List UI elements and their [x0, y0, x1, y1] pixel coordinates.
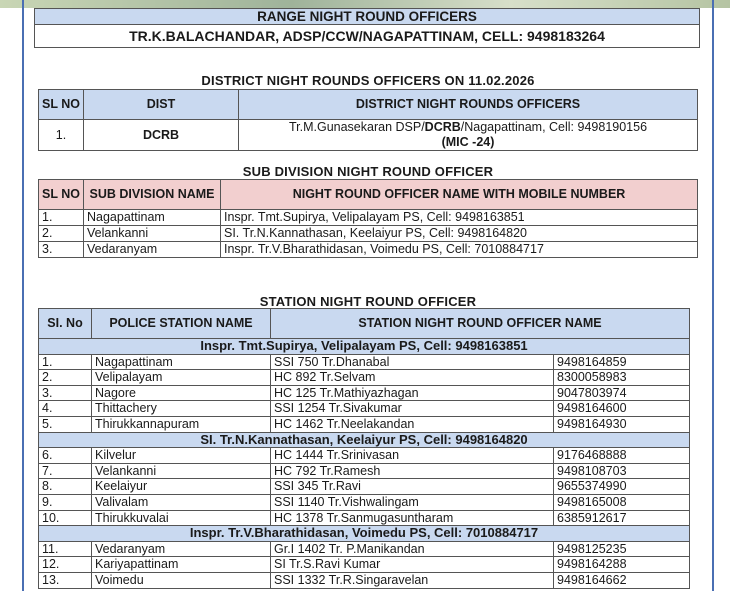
district-officer: Tr.M.Gunasekaran DSP/DCRB/Nagapattinam, Cell: 9498190156 (MIC -24) — [239, 120, 698, 151]
group-heading: SI. Tr.N.Kannathasan, Keelaiyur PS, Cell: 9498164820 — [39, 432, 690, 448]
table-row: 11. Vedaranyam Gr.I 1402 Tr. P.Manikandan 9498125235 — [39, 541, 690, 557]
district-header-dist: DIST — [84, 90, 239, 120]
range-officer: TR.K.BALACHANDAR, ADSP/CCW/NAGAPATTINAM, CELL: 9498183264 — [35, 25, 700, 48]
subdivision-table — [38, 179, 698, 258]
station-header-officer: STATION NIGHT ROUND OFFICER NAME — [271, 309, 690, 339]
table-row: 9. Valivalam SSI 1140 Tr.Vishwalingam 9498165008 — [39, 494, 690, 510]
subdivision-header-name: SUB DIVISION NAME — [84, 180, 221, 210]
table-row: 12. Kariyapattinam SI Tr.S.Ravi Kumar 9498164288 — [39, 557, 690, 573]
subdivision-header-sl: SL NO — [39, 180, 84, 210]
range-officers-table — [34, 8, 700, 48]
station-table — [38, 308, 690, 589]
page-border-right — [712, 0, 714, 591]
district-sl: 1. — [39, 120, 84, 151]
district-title: DISTRICT NIGHT ROUNDS OFFICERS ON 11.02.2026 — [201, 73, 535, 88]
district-table — [38, 89, 698, 151]
subdivision-header-officer: NIGHT ROUND OFFICER NAME WITH MOBILE NUMBER — [221, 180, 698, 210]
table-row: 13. Voimedu SSI 1332 Tr.R.Singaravelan 9498164662 — [39, 572, 690, 588]
station-header-sl: SI. No — [39, 309, 92, 339]
table-row: 7. Velankanni HC 792 Tr.Ramesh 9498108703 — [39, 463, 690, 479]
table-row: 1. Nagapattinam SSI 750 Tr.Dhanabal 9498164859 — [39, 354, 690, 370]
table-row: 2. Velipalayam HC 892 Tr.Selvam 8300058983 — [39, 370, 690, 386]
group-heading: Inspr. Tmt.Supirya, Velipalayam PS, Cell: 9498163851 — [39, 339, 690, 355]
table-row: 1. Nagapattinam Inspr. Tmt.Supirya, Velipalayam PS, Cell: 9498163851 — [39, 210, 698, 226]
station-title: STATION NIGHT ROUND OFFICER — [259, 294, 477, 309]
group-heading: Inspr. Tr.V.Bharathidasan, Voimedu PS, Cell: 7010884717 — [39, 526, 690, 542]
district-officer-mic: (MIC -24) — [441, 135, 495, 149]
station-header-name: POLICE STATION NAME — [92, 309, 271, 339]
subdivision-title: SUB DIVISION NIGHT ROUND OFFICER — [242, 164, 494, 179]
table-row: 5. Thirukkannapuram HC 1462 Tr.Neelakandan 9498164930 — [39, 416, 690, 432]
table-row: 10. Thirukkuvalai HC 1378 Tr.Sanmugasuntharam 6385912617 — [39, 510, 690, 526]
district-header-sl: SL NO — [39, 90, 84, 120]
table-row: 3. Vedaranyam Inspr. Tr.V.Bharathidasan, Voimedu PS, Cell: 7010884717 — [39, 242, 698, 258]
table-row: 8. Keelaiyur SSI 345 Tr.Ravi 9655374990 — [39, 479, 690, 495]
table-row — [39, 120, 698, 151]
header-image-strip — [0, 0, 730, 8]
table-row: 2. Velankanni SI. Tr.N.Kannathasan, Keelaiyur PS, Cell: 9498164820 — [39, 226, 698, 242]
page-border-left — [22, 0, 24, 591]
district-name: DCRB — [84, 120, 239, 151]
table-row: 4. Thittachery SSI 1254 Tr.Sivakumar 9498164600 — [39, 401, 690, 417]
table-row: 6. Kilvelur HC 1444 Tr.Srinivasan 9176468888 — [39, 448, 690, 464]
range-heading: RANGE NIGHT ROUND OFFICERS — [35, 9, 700, 25]
table-row: 3. Nagore HC 125 Tr.Mathiyazhagan 9047803974 — [39, 385, 690, 401]
district-header-officers: DISTRICT NIGHT ROUNDS OFFICERS — [239, 90, 698, 120]
